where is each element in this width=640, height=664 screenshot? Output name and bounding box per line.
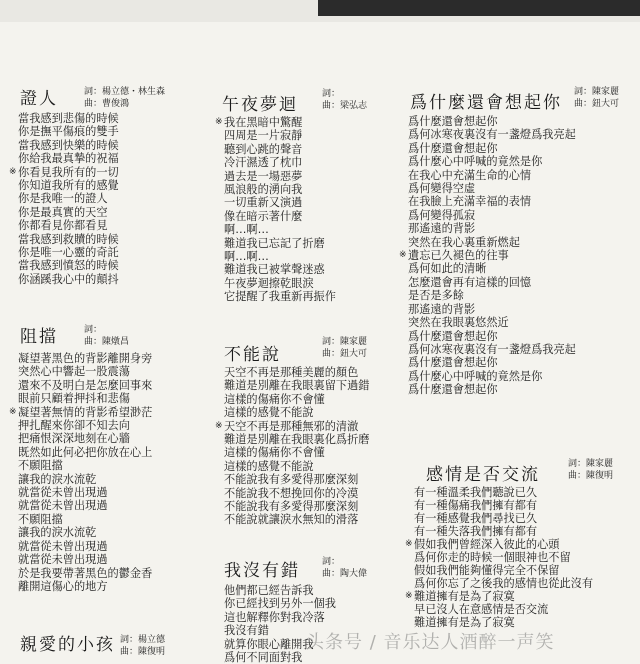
lyric-line: 爲什麼心中呼喊的竟然是你 (408, 155, 543, 169)
lyric-line: 就當從未曾出現過 (18, 553, 108, 567)
lyric-line: 在我臉上充滿幸福的表情 (408, 195, 532, 209)
lyric-line: 過去是一場惡夢 (224, 169, 303, 183)
lyric-line: 把痛恨深深地刻在心牆 (18, 432, 130, 446)
lyric-line: 爲何變得空虛 (408, 182, 476, 196)
lyric-line: 你涵蹊我心中的顛抖 (18, 272, 119, 286)
lyric-line: 像在暗示著什麼 (224, 209, 303, 223)
top-scan-edge (0, 0, 640, 22)
lyric-line: 一切重新又演過 (224, 196, 303, 210)
lyric-line: 有一種失落我們擁有都有 (414, 525, 538, 538)
lyric-line: 讓我的淚水流乾 (18, 526, 97, 540)
lyric-line: 假如我們能夠懂得完全不保留 (414, 564, 560, 577)
lyric-line: 那遙遠的背影 (408, 302, 476, 316)
lyric-line: 天空不再是那種美麗的顏色 (224, 366, 359, 379)
lyric-line: 你是我唯一的證人 (18, 192, 108, 206)
lyric-line-chorus: ※ 天空不再是那種無邪的清澈 (224, 420, 369, 433)
composer: 曲：梁弘志 (322, 101, 368, 111)
lyric-line: 你是唯一心靈的奇託 (18, 246, 119, 260)
lyric-line: 聽到心跳的聲音 (224, 142, 303, 156)
lyric-line: 就當從未曾出現過 (18, 499, 108, 513)
lyric-line: 冷汗濕透了枕巾 (224, 156, 303, 170)
lyric-line: 你都看見你都看見 (18, 219, 108, 233)
song-title-ganqing: 感情是否交流 (426, 465, 540, 485)
lyrics-zhengren (18, 112, 119, 286)
lyric-line: 不能說我有多愛得那麼深刻 (224, 500, 359, 514)
lyric-line: 這樣的傷痛你不會懂 (224, 392, 325, 406)
lyric-line: 這樣的感覺不能說 (224, 406, 314, 420)
lyric-line: 眼前只顧着押抖和悲傷 (18, 392, 130, 406)
lyric-line: 還來不及明白是怎麼回事來 (18, 378, 153, 392)
lyric-line: 不能說我不想挽回你的冷漠 (224, 486, 359, 500)
lyric-line: 突然心中響起一股震蕩 (18, 365, 130, 379)
lyric-line: 難道是別離在我眼裏化爲折磨 (224, 433, 370, 447)
lyric-line: 爲何你走的時候一個眼神也不留 (414, 551, 571, 564)
lyric-line: 爲何變得孤寂 (408, 208, 476, 222)
song-title-weishenme: 爲什麼還會想起你 (410, 93, 562, 113)
song-credits-zudang (84, 324, 129, 348)
lyric-line: 當我感到悲傷的時候 (18, 112, 119, 125)
lyric-line: 這樣的感覺不能說 (224, 459, 314, 473)
lyricist: 詞：陳家麗 (568, 459, 614, 469)
lyric-line: 你給我最真摯的祝福 (18, 152, 119, 166)
lyric-line: 不願阻擋 (18, 512, 63, 526)
lyric-line: 押扎醒來你卻不知去向 (18, 419, 130, 433)
lyric-line: 凝望著黑色的背影離開身旁 (18, 352, 153, 365)
song-credits-wuye (322, 88, 367, 112)
lyric-line: 爲何不同面對我 (224, 651, 303, 664)
lyric-line: 不能說就讓淚水無知的滑落 (224, 513, 359, 527)
lyric-line-chorus: ※ 難道擁有是為了寂寞 (414, 590, 593, 603)
lyric-line: 有一種感覺我們尋找已久 (414, 512, 538, 525)
lyric-line: 在我心中充滿生命的心情 (408, 168, 532, 182)
song-credits-weishenme (574, 86, 619, 110)
lyric-line: 它提醒了我重新再振作 (224, 290, 336, 304)
lyric-line: 爲什麼還會想起你 (408, 115, 498, 128)
lyric-line: 怎麼還會再有這樣的回憶 (408, 275, 532, 289)
lyric-line: 啊…啊… (224, 250, 269, 264)
lyricist: 詞： (322, 557, 341, 567)
lyric-line: 難道我已忘記了折磨 (224, 236, 325, 250)
lyricist: 詞：楊立德・林生森 (84, 87, 166, 97)
lyricist: 詞： (84, 325, 103, 335)
lyrics-zudang (18, 352, 152, 593)
dark-scan-band (318, 0, 640, 16)
composer: 曲：曹俊鴻 (84, 99, 130, 109)
lyrics-wuye (224, 116, 336, 304)
lyric-line: 你是最真實的天空 (18, 205, 108, 219)
lyric-line: 這也解釋你對我冷落 (224, 610, 325, 624)
lyric-line: 難道我已被掌聲迷惑 (224, 263, 325, 277)
lyric-line-chorus: ※ 我在黑暗中驚醒 (224, 116, 336, 129)
watermark: 头条号 / 音乐达人酒醉一声笑 (306, 632, 555, 653)
composer: 曲：陳復明 (120, 647, 166, 657)
lyric-line: 爲什麼還會想起你 (408, 383, 498, 397)
song-title-wuye: 午夜夢迴 (222, 95, 298, 115)
lyric-line: 那遙遠的背影 (408, 222, 476, 236)
lyrics-weishenme (408, 115, 576, 397)
lyric-line: 四周是一片寂靜 (224, 129, 303, 143)
lyrics-buneng (224, 366, 369, 527)
lyric-line: 他們都已經告訴我 (224, 584, 314, 597)
lyric-line: 有一種傷痛我們擁有都有 (414, 499, 538, 512)
song-credits-qinai (120, 634, 165, 658)
lyric-line: 我沒有錯 (224, 624, 269, 638)
song-title-zudang: 阻擋 (20, 327, 58, 347)
lyricist: 詞：陳家麗 (574, 87, 620, 97)
lyric-line: 爲何冰寒夜裏沒有一盞燈爲我亮起 (408, 342, 576, 356)
lyric-line: 就當從未曾出現過 (18, 486, 108, 500)
lyric-line: 你是撫平傷痕的雙手 (18, 125, 119, 139)
composer: 曲：鈕大可 (574, 99, 620, 109)
lyric-line: 難道是別離在我眼裏留下過錯 (224, 379, 370, 393)
lyric-line: 是否是多餘 (408, 289, 464, 303)
song-credits-buneng (322, 336, 367, 360)
lyric-line: 爲什麼心中呼喊的竟然是你 (408, 369, 543, 383)
lyric-line-chorus: ※ 遺忘已久褪色的往事 (408, 249, 576, 262)
lyric-line: 離開這傷心的地方 (18, 579, 108, 593)
lyric-line: 突然在我心裏重新燃起 (408, 235, 520, 249)
lyric-line-chorus: ※ 凝望著無情的背影希望渺茫 (18, 406, 152, 419)
lyric-line: 讓我的淚水流乾 (18, 472, 97, 486)
lyric-line: 就當從未曾出現過 (18, 539, 108, 553)
song-title-zhengren: 證人 (20, 89, 58, 109)
lyric-line: 不願阻擋 (18, 459, 63, 473)
lyric-line: 早已沒人在意感情是否交流 (414, 603, 549, 616)
composer: 曲：陳燉昌 (84, 337, 130, 347)
song-credits-zhengren (84, 86, 165, 110)
composer: 曲：陳復明 (568, 471, 614, 481)
lyrics-ganqing (414, 486, 593, 629)
lyric-line: 你已經找到另外一個我 (224, 597, 336, 611)
lyric-line: 於是我要帶著黑色的鬱金香 (18, 566, 153, 580)
lyric-line-chorus: ※ 你看見我所有的一切 (18, 166, 119, 179)
lyric-line: 難道擁有是為了寂寞 (414, 616, 515, 629)
song-title-qinai: 親愛的小孩 (20, 635, 115, 655)
lyric-line: 當我感到救贖的時候 (18, 232, 119, 246)
lyric-line: 爲何冰寒夜裏沒有一盞燈爲我亮起 (408, 128, 576, 142)
lyric-line: 爲何如此的清晰 (408, 262, 487, 276)
song-title-meiyou: 我沒有錯 (224, 561, 300, 581)
lyric-line: 爲何你忘了之後我的感情也從此沒有 (414, 577, 594, 590)
lyric-line: 爲什麼還會想起你 (408, 141, 498, 155)
lyric-line: 當我感到憤怒的時候 (18, 259, 119, 273)
lyricist: 詞：陳家麗 (322, 337, 368, 347)
lyric-line: 突然在我眼裏悠然近 (408, 316, 509, 330)
lyric-line: 你知道我所有的感覺 (18, 179, 119, 193)
lyric-line: 午夜夢迴擦乾眼淚 (224, 276, 314, 290)
lyric-line: 爲什麼還會想起你 (408, 329, 498, 343)
lyric-line: 當我感到快樂的時候 (18, 138, 119, 152)
lyric-line: 就算你眼心離開我 (224, 637, 314, 651)
lyric-line: 這樣的傷痛你不會懂 (224, 446, 325, 460)
lyric-line: 不能說我有多愛得那麼深刻 (224, 473, 359, 487)
lyric-line-chorus: ※ 假如我們曾經深入彼此的心頭 (414, 538, 593, 551)
composer: 曲：陶大偉 (322, 569, 368, 579)
lyric-line: 有一種溫柔我們聽說已久 (414, 486, 538, 499)
lyricist: 詞：楊立德 (120, 635, 166, 645)
song-credits-meiyou (322, 556, 367, 580)
song-credits-ganqing (568, 458, 613, 482)
song-title-buneng: 不能說 (224, 345, 281, 365)
lyric-line: 風浪般的湧向我 (224, 183, 303, 197)
lyric-line: 爲什麼還會想起你 (408, 356, 498, 370)
lyricist: 詞： (322, 89, 341, 99)
composer: 曲：鈕大可 (322, 349, 368, 359)
lyric-line: 啊…啊… (224, 223, 269, 237)
lyric-line: 既然如此何必把你放在心上 (18, 445, 153, 459)
